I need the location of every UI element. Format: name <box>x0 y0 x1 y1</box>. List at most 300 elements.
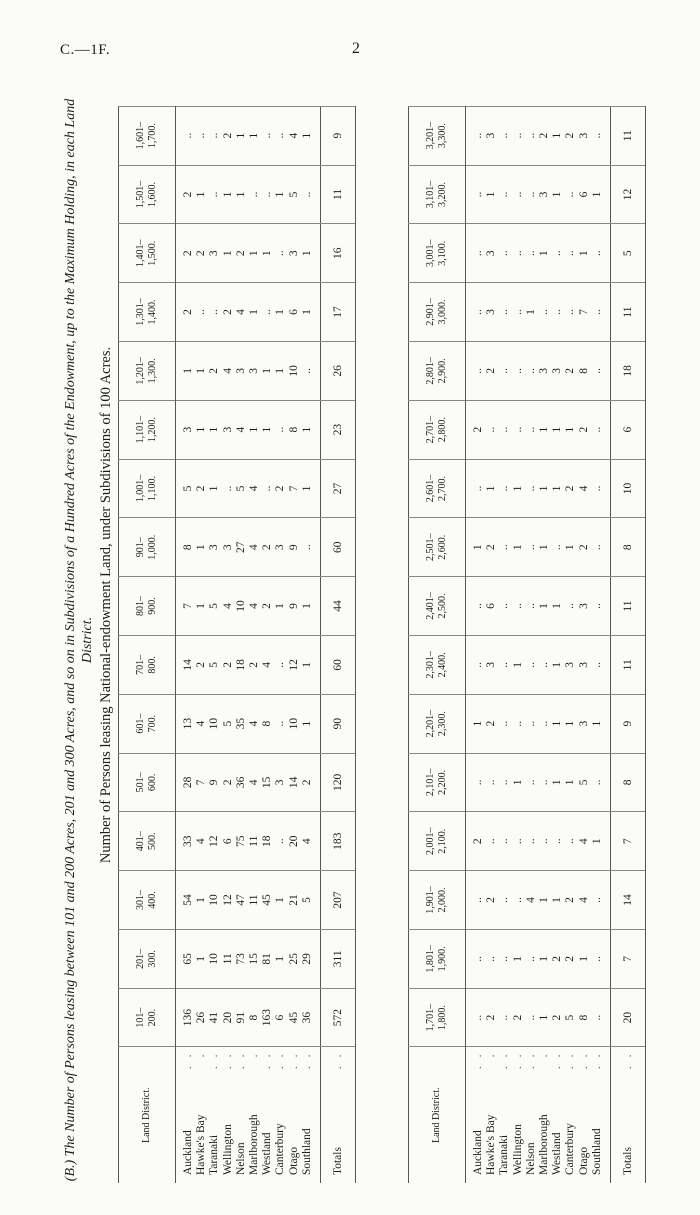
table-cell: .. <box>525 635 538 694</box>
table-cell: 2 <box>248 635 261 694</box>
district-label: Southland <box>300 1128 313 1175</box>
table-cell: 4 <box>248 753 261 812</box>
table-cell: 5 <box>578 753 591 812</box>
total-cell: 23 <box>321 400 356 459</box>
table-cell: 2 <box>564 871 577 930</box>
acreage-column-header: 801– 900. <box>119 577 176 636</box>
total-cell: 7 <box>611 812 646 871</box>
total-cell: 311 <box>321 929 356 988</box>
district-label: Hawke's Bay <box>485 1114 498 1175</box>
table-body <box>119 106 356 1183</box>
table-subcaption: Number of Persons leasing National-endowment Land, under Subdivisions of 100 Acres. <box>98 346 114 864</box>
leader-dots: . . <box>261 1051 274 1070</box>
district-label: Auckland <box>182 1130 194 1175</box>
table-cell: .. <box>466 106 486 165</box>
district-label: Wellington <box>221 1124 234 1175</box>
table-row <box>208 106 221 1183</box>
table-cell: 2 <box>564 341 577 400</box>
table-cell: .. <box>525 694 538 753</box>
table-cell: 1 <box>512 518 525 577</box>
district-label: Westland <box>261 1132 274 1175</box>
acreage-column-header: 1,701– 1,800. <box>409 988 466 1047</box>
table-cell: 2 <box>551 988 564 1047</box>
district-label: Southland <box>590 1128 603 1175</box>
table-cell: .. <box>525 400 538 459</box>
leader-dots: . . <box>287 1051 300 1070</box>
table-cell: .. <box>274 400 287 459</box>
table-cell: 3 <box>551 341 564 400</box>
table-cell: 47 <box>235 871 248 930</box>
totals-label <box>321 1047 356 1183</box>
table-cell: 1 <box>551 165 564 224</box>
table-cell: 2 <box>564 929 577 988</box>
table-cell: 2 <box>564 106 577 165</box>
page-number: 2 <box>352 40 360 57</box>
table-cell: 7 <box>176 577 196 636</box>
total-cell: 11 <box>321 165 356 224</box>
acreage-column-header: 1,001– 1,100. <box>119 459 176 518</box>
table-cell: .. <box>261 165 274 224</box>
table-cell: 6 <box>274 988 287 1047</box>
table-cell: 1 <box>261 341 274 400</box>
table-cell: 7 <box>288 459 301 518</box>
table-cell: 4 <box>195 812 208 871</box>
acreage-column-header: 901– 1,000. <box>119 518 176 577</box>
table-cell: 6 <box>288 283 301 342</box>
totals-label <box>611 1047 646 1183</box>
acreage-column-header: 101– 200. <box>119 988 176 1047</box>
table-cell: 10 <box>208 871 221 930</box>
table-row <box>301 106 321 1183</box>
table-cell: .. <box>525 106 538 165</box>
table-cell: .. <box>498 753 511 812</box>
table-cell: 6 <box>222 812 235 871</box>
table-cell: .. <box>591 753 611 812</box>
table-cell: .. <box>195 283 208 342</box>
total-cell: 26 <box>321 341 356 400</box>
table-cell: 3 <box>208 518 221 577</box>
table-cell: 2 <box>578 400 591 459</box>
table-cell: .. <box>564 577 577 636</box>
table-cell: 2 <box>176 165 196 224</box>
leader-dots: . . <box>564 1051 577 1070</box>
table-cell: .. <box>591 635 611 694</box>
total-cell: 5 <box>611 224 646 283</box>
table-cell: 21 <box>288 871 301 930</box>
table-cell: 4 <box>578 871 591 930</box>
acreage-column-header: 1,101– 1,200. <box>119 400 176 459</box>
table-cell: .. <box>466 283 486 342</box>
table-cell: 1 <box>274 341 287 400</box>
table-cell: 3 <box>208 224 221 283</box>
total-cell: 207 <box>321 871 356 930</box>
table-cell: .. <box>564 283 577 342</box>
table-row <box>485 106 498 1183</box>
district-name <box>466 1047 486 1183</box>
table-cell: .. <box>208 165 221 224</box>
total-cell: 11 <box>611 283 646 342</box>
table-cell: 3 <box>538 341 551 400</box>
table-cell: 2 <box>222 753 235 812</box>
table-row <box>235 106 248 1183</box>
table-cell: .. <box>498 577 511 636</box>
table-cell: 1 <box>538 577 551 636</box>
table-cell: 1 <box>195 341 208 400</box>
total-cell: 8 <box>611 518 646 577</box>
table-cell: 3 <box>485 283 498 342</box>
table-cell: .. <box>591 871 611 930</box>
table-cell: 1 <box>512 929 525 988</box>
table-cell: 1 <box>591 694 611 753</box>
table-cell: 1 <box>551 106 564 165</box>
district-name <box>498 1047 511 1183</box>
table-cell: 2 <box>208 341 221 400</box>
table-cell: 1 <box>274 929 287 988</box>
table-cell: 3 <box>578 577 591 636</box>
leader-dots: . . <box>182 1051 194 1070</box>
table-cell: .. <box>538 635 551 694</box>
table-cell: .. <box>591 518 611 577</box>
table-cell: 1 <box>512 459 525 518</box>
table-cell: 1 <box>564 694 577 753</box>
table-row <box>176 106 196 1183</box>
table-cell: 8 <box>176 518 196 577</box>
district-name <box>235 1047 248 1183</box>
table-cell: 3 <box>274 753 287 812</box>
district-name <box>274 1047 287 1183</box>
table-cell: 2 <box>564 459 577 518</box>
table-cell: 12 <box>288 635 301 694</box>
leader-dots: . . <box>524 1051 537 1070</box>
totals-text: Totals <box>332 1147 345 1175</box>
table-cell: 15 <box>261 753 274 812</box>
table-cell: 1 <box>301 283 321 342</box>
table-cell: .. <box>538 812 551 871</box>
total-cell: 60 <box>321 635 356 694</box>
table-row <box>222 106 235 1183</box>
table-cell: 8 <box>288 400 301 459</box>
acreage-column-header: 1,201– 1,300. <box>119 341 176 400</box>
table-cell: 2 <box>235 224 248 283</box>
table-cell: 8 <box>248 988 261 1047</box>
table-cell: .. <box>512 283 525 342</box>
table-cell: .. <box>466 165 486 224</box>
table-cell: 1 <box>195 871 208 930</box>
table-cell: 4 <box>578 812 591 871</box>
table-cell: 2 <box>195 459 208 518</box>
table-cell: 4 <box>222 341 235 400</box>
district-label: Otago <box>287 1146 300 1175</box>
total-cell: 12 <box>611 165 646 224</box>
total-cell: 44 <box>321 577 356 636</box>
table-cell: .. <box>538 753 551 812</box>
district-label: Taranaki <box>208 1134 221 1175</box>
table-cell: .. <box>525 165 538 224</box>
leader-dots: . . <box>590 1051 603 1070</box>
table-cell: 1 <box>248 224 261 283</box>
table-cell: 2 <box>485 341 498 400</box>
acreage-column-header: 2,501– 2,600. <box>409 518 466 577</box>
table-cell: 26 <box>195 988 208 1047</box>
district-column-header: Land District. <box>119 1047 176 1183</box>
table-cell: 1 <box>466 694 486 753</box>
table-cell: 2 <box>222 283 235 342</box>
table-cell: .. <box>466 988 486 1047</box>
acreage-column-header: 2,101– 2,200. <box>409 753 466 812</box>
table-cell: 1 <box>274 577 287 636</box>
total-cell: 183 <box>321 812 356 871</box>
total-cell: 572 <box>321 988 356 1047</box>
table-cell: 7 <box>195 753 208 812</box>
table-cell: .. <box>222 459 235 518</box>
acreage-column-header: 1,401– 1,500. <box>119 224 176 283</box>
table-cell: 3 <box>288 224 301 283</box>
acreage-column-header: 1,501– 1,600. <box>119 165 176 224</box>
total-cell: 9 <box>611 694 646 753</box>
table-row <box>512 106 525 1183</box>
table-row <box>248 106 261 1183</box>
table-cell: .. <box>564 812 577 871</box>
district-name <box>564 1047 577 1183</box>
total-cell: 90 <box>321 694 356 753</box>
district-label: Nelson <box>524 1142 537 1175</box>
table-cell: 2 <box>222 635 235 694</box>
table-cell: .. <box>208 283 221 342</box>
table-cell: 1 <box>195 518 208 577</box>
table-cell: .. <box>551 812 564 871</box>
table-cell: .. <box>466 871 486 930</box>
table-cell: 1 <box>485 165 498 224</box>
district-name <box>578 1047 591 1183</box>
table-row <box>551 106 564 1183</box>
table-cell: 1 <box>301 106 321 165</box>
acreage-column-header: 3,001– 3,100. <box>409 224 466 283</box>
district-name <box>222 1047 235 1183</box>
acreage-column-header: 201– 300. <box>119 929 176 988</box>
table-cell: 11 <box>248 871 261 930</box>
table-cell: .. <box>274 106 287 165</box>
acreage-column-header: 1,601– 1,700. <box>119 106 176 165</box>
table-cell: 20 <box>288 812 301 871</box>
acreage-column-header: 3,201– 3,300. <box>409 106 466 165</box>
table-cell: 3 <box>538 165 551 224</box>
table-cell: 4 <box>248 459 261 518</box>
table-cell: .. <box>512 577 525 636</box>
total-cell: 9 <box>321 106 356 165</box>
table-cell: 2 <box>485 694 498 753</box>
table-cell: .. <box>512 106 525 165</box>
leader-dots: . . <box>300 1051 313 1070</box>
table-cell: 1 <box>525 283 538 342</box>
table-cell: 1 <box>538 518 551 577</box>
total-cell: 27 <box>321 459 356 518</box>
table-cell: 3 <box>564 635 577 694</box>
table-cell: 10 <box>288 341 301 400</box>
table-cell: 1 <box>485 459 498 518</box>
table-cell: 5 <box>208 635 221 694</box>
leader-dots: . . <box>511 1051 524 1070</box>
table-cell: .. <box>525 459 538 518</box>
table-cell: .. <box>176 106 196 165</box>
table-cell: 1 <box>261 224 274 283</box>
leader-dots: . <box>195 1051 208 1058</box>
table-cell: 4 <box>248 518 261 577</box>
district-name <box>208 1047 221 1183</box>
table-cell: 1 <box>538 871 551 930</box>
table-cell: 18 <box>261 812 274 871</box>
total-cell: 16 <box>321 224 356 283</box>
district-label: Canterbury <box>564 1123 577 1175</box>
table-cell: .. <box>208 106 221 165</box>
table-cell: 4 <box>261 635 274 694</box>
table-cell: 2 <box>485 518 498 577</box>
table-row <box>288 106 301 1183</box>
table-cell: .. <box>525 577 538 636</box>
table-cell: .. <box>466 577 486 636</box>
table-cell: .. <box>466 753 486 812</box>
leader-dots: . . <box>274 1051 287 1070</box>
total-cell: 10 <box>611 459 646 518</box>
district-name <box>525 1047 538 1183</box>
table-cell: 81 <box>261 929 274 988</box>
table-cell: .. <box>512 694 525 753</box>
table-body <box>409 106 646 1183</box>
table-cell: 2 <box>512 988 525 1047</box>
acreage-table-lower <box>408 106 646 1183</box>
table-cell: 75 <box>235 812 248 871</box>
table-cell: 10 <box>208 929 221 988</box>
table-cell: .. <box>498 106 511 165</box>
table-cell: .. <box>525 988 538 1047</box>
total-cell: 6 <box>611 400 646 459</box>
table-cell: .. <box>485 400 498 459</box>
table-cell: 5 <box>176 459 196 518</box>
district-name <box>261 1047 274 1183</box>
totals-row <box>611 106 646 1183</box>
table-cell: .. <box>301 165 321 224</box>
table-cell: 4 <box>248 577 261 636</box>
table-cell: .. <box>591 988 611 1047</box>
table-cell: .. <box>466 224 486 283</box>
table-cell: 136 <box>176 988 196 1047</box>
table-cell: 1 <box>591 812 611 871</box>
table-cell: 3 <box>485 635 498 694</box>
table-cell: 1 <box>301 577 321 636</box>
table-row <box>538 106 551 1183</box>
table-cell: .. <box>274 694 287 753</box>
table-cell: .. <box>466 459 486 518</box>
acreage-column-header: 2,801– 2,900. <box>409 341 466 400</box>
table-cell: .. <box>525 518 538 577</box>
district-label: Marlborough <box>248 1114 261 1175</box>
table-cell: 11 <box>222 929 235 988</box>
table-cell: 1 <box>301 400 321 459</box>
table-cell: .. <box>591 929 611 988</box>
table-cell: .. <box>498 518 511 577</box>
table-cell: 1 <box>512 753 525 812</box>
total-cell: 8 <box>611 753 646 812</box>
table-cell: .. <box>498 694 511 753</box>
table-cell: 1 <box>564 518 577 577</box>
district-label: Wellington <box>511 1124 524 1175</box>
table-cell: .. <box>498 459 511 518</box>
table-cell: 4 <box>578 459 591 518</box>
district-name <box>288 1047 301 1183</box>
table-cell: 4 <box>301 812 321 871</box>
table-cell: 2 <box>301 753 321 812</box>
acreage-column-header: 2,601– 2,700. <box>409 459 466 518</box>
table-cell: 1 <box>274 871 287 930</box>
table-cell: 1 <box>551 459 564 518</box>
table-cell: 12 <box>208 812 221 871</box>
table-cell: 1 <box>195 577 208 636</box>
total-cell: 60 <box>321 518 356 577</box>
table-cell: 45 <box>288 988 301 1047</box>
table-cell: .. <box>551 224 564 283</box>
total-cell: 14 <box>611 871 646 930</box>
district-label: Nelson <box>234 1142 247 1175</box>
table-cell: 5 <box>222 694 235 753</box>
district-name <box>176 1047 196 1183</box>
table-cell: 1 <box>208 459 221 518</box>
table-cell: 1 <box>578 929 591 988</box>
table-cell: .. <box>485 812 498 871</box>
table-row <box>466 106 486 1183</box>
leader-dots: . . <box>577 1051 590 1070</box>
table-cell: .. <box>498 988 511 1047</box>
table-cell: 2 <box>261 518 274 577</box>
table-cell: .. <box>591 283 611 342</box>
table-row <box>525 106 538 1183</box>
table-cell: 1 <box>222 224 235 283</box>
table-cell: 2 <box>222 106 235 165</box>
table-cell: .. <box>538 694 551 753</box>
district-label: Hawke's Bay <box>195 1114 208 1175</box>
table-cell: 4 <box>248 694 261 753</box>
table-cell: .. <box>525 929 538 988</box>
table-cell: .. <box>498 871 511 930</box>
table-cell: 3 <box>578 106 591 165</box>
table-cell: .. <box>538 283 551 342</box>
table-cell: 7 <box>578 283 591 342</box>
district-name <box>248 1047 261 1183</box>
table-cell: 1 <box>564 400 577 459</box>
total-cell: 17 <box>321 283 356 342</box>
table-cell: 2 <box>578 518 591 577</box>
table-cell: 3 <box>578 694 591 753</box>
district-label: Westland <box>551 1132 564 1175</box>
table-cell: .. <box>466 929 486 988</box>
acreage-column-header: 401– 500. <box>119 812 176 871</box>
table-cell: 18 <box>235 635 248 694</box>
table-cell: 2 <box>176 283 196 342</box>
table-cell: 2 <box>485 871 498 930</box>
table-cell: 1 <box>538 400 551 459</box>
table-cell: .. <box>525 812 538 871</box>
table-cell: 3 <box>485 224 498 283</box>
table-cell: .. <box>498 929 511 988</box>
table-cell: 6 <box>578 165 591 224</box>
table-cell: .. <box>261 283 274 342</box>
table-cell: .. <box>498 635 511 694</box>
table-cell: .. <box>274 812 287 871</box>
table-cell: 1 <box>551 400 564 459</box>
table-cell: .. <box>591 224 611 283</box>
table-cell: .. <box>512 224 525 283</box>
table-cell: 15 <box>248 929 261 988</box>
table-cell: 3 <box>235 341 248 400</box>
table-cell: 20 <box>222 988 235 1047</box>
